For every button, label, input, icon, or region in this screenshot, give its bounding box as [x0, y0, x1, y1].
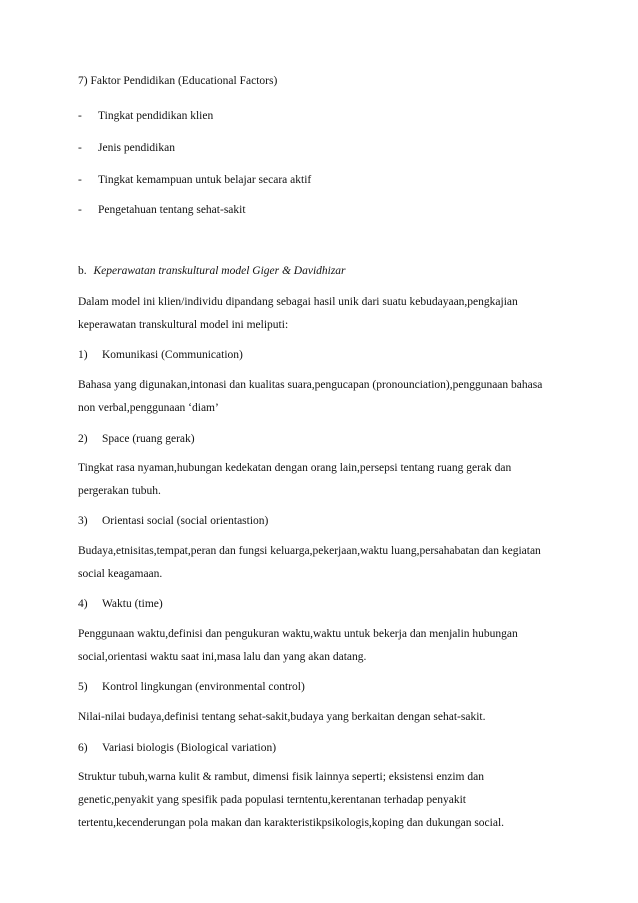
item-number: 3): [78, 515, 88, 527]
item-desc-line: social,orientasi waktu saat ini,masa lalu dan yang akan datang.: [78, 651, 367, 663]
item-title: Komunikasi (Communication): [102, 349, 243, 361]
list-item: Tingkat kemampuan untuk belajar secara aktif: [98, 174, 312, 186]
item-number: 1): [78, 349, 88, 361]
item-title: Orientasi social (social orientastion): [102, 515, 269, 527]
item-desc-line: Tingkat rasa nyaman,hubungan kedekatan dengan orang lain,persepsi tentang ruang gerak dan: [78, 462, 512, 474]
item-desc-line: Bahasa yang digunakan,intonasi dan kualitas suara,pengucapan (pronounciation),penggunaan bahasa: [78, 379, 543, 391]
list-item: Jenis pendidikan: [98, 142, 175, 154]
intro-line: Dalam model ini klien/individu dipandang sebagai hasil unik dari suatu kebudayaan,pengkajian: [78, 296, 518, 308]
item-desc-line: pergerakan tubuh.: [78, 485, 161, 497]
section-b-label: b.: [78, 265, 87, 277]
list-dash: -: [78, 110, 82, 122]
item-number: 2): [78, 433, 88, 445]
item-desc-line: Nilai-nilai budaya,definisi tentang sehat-sakit,budaya yang berkaitan dengan sehat-sakit.: [78, 711, 486, 723]
item-title: Waktu (time): [102, 598, 163, 610]
item-title: Variasi biologis (Biological variation): [102, 742, 277, 754]
item-desc-line: tertentu,kecenderungan pola makan dan karakteristikpsikologis,koping dan dukungan social.: [78, 817, 505, 829]
section-7-heading: 7) Faktor Pendidikan (Educational Factors): [78, 75, 278, 87]
item-number: 5): [78, 681, 88, 693]
list-item: Pengetahuan tentang sehat-sakit: [98, 204, 246, 216]
list-dash: -: [78, 142, 82, 154]
section-b-title: Keperawatan transkultural model Giger & Davidhizar: [93, 265, 346, 277]
item-desc-line: genetic,penyakit yang spesifik pada populasi terntentu,kerentanan terhadap penyakit: [78, 794, 466, 806]
list-item: Tingkat pendidikan klien: [98, 110, 214, 122]
item-desc-line: Budaya,etnisitas,tempat,peran dan fungsi keluarga,pekerjaan,waktu luang,persahabatan dan kegiatan: [78, 545, 541, 557]
list-dash: -: [78, 174, 82, 186]
section-b-heading: [78, 264, 346, 278]
list-dash: -: [78, 204, 82, 216]
item-desc-line: Penggunaan waktu,definisi dan pengukuran waktu,waktu untuk bekerja dan menjalin hubungan: [78, 628, 518, 640]
intro-line: keperawatan transkultural model ini meliputi:: [78, 319, 289, 331]
item-desc-line: social keagamaan.: [78, 568, 163, 580]
item-desc-line: non verbal,penggunaan ‘diam’: [78, 402, 219, 414]
item-title: Kontrol lingkungan (environmental control): [102, 681, 305, 693]
item-number: 6): [78, 742, 88, 754]
item-number: 4): [78, 598, 88, 610]
item-desc-line: Struktur tubuh,warna kulit & rambut, dimensi fisik lainnya seperti; eksistensi enzim dan: [78, 771, 484, 783]
item-title: Space (ruang gerak): [102, 433, 195, 445]
